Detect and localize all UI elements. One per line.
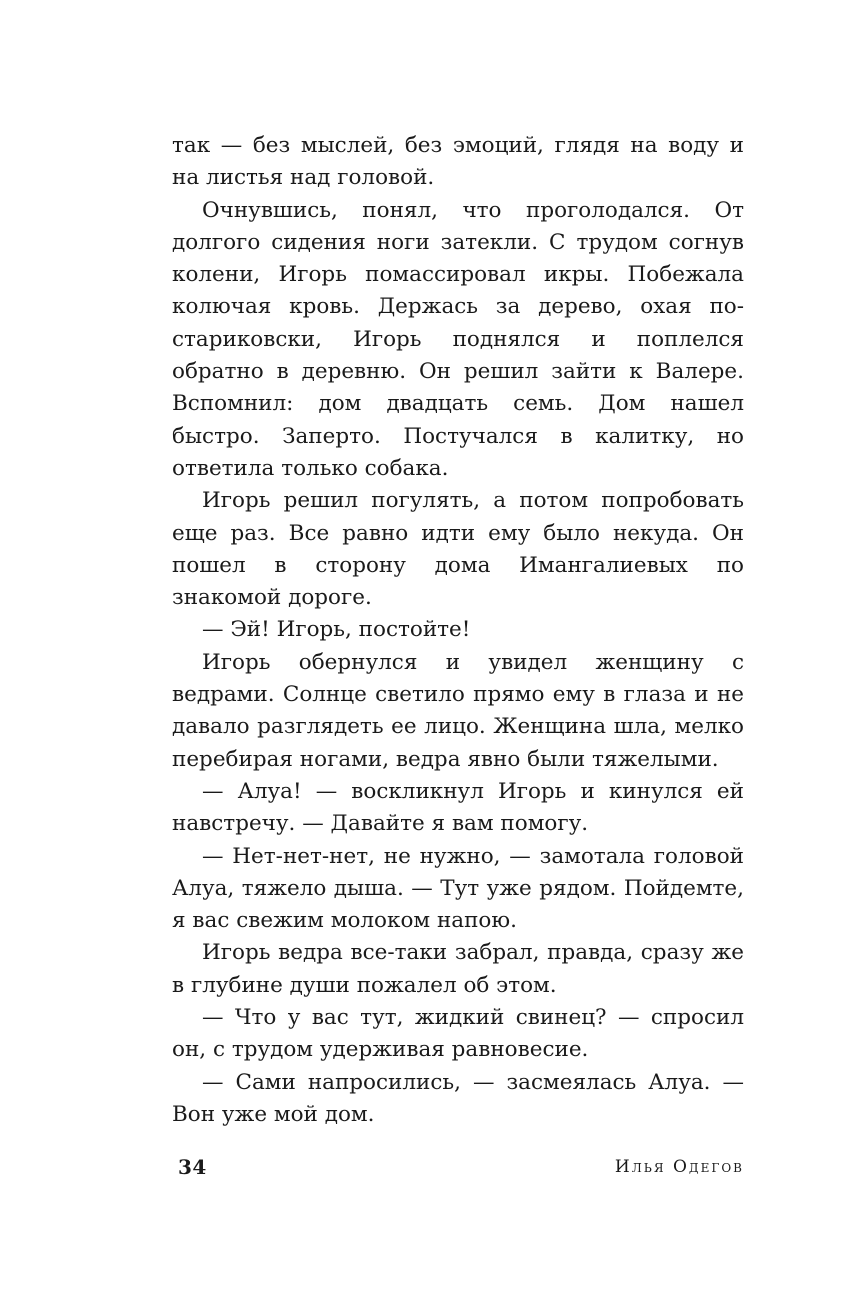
dialogue-line: — Сами напросились, — засмеялась Алуа. — Вон уже мой дом.: [172, 1069, 744, 1127]
paragraph: так — без мыслей, без эмоций, глядя на воду и на листья над головой.: [172, 133, 744, 191]
paragraph: Игорь обернулся и увидел женщину с ведрами. Солнце светило прямо ему в глаза и не давало разглядеть ее лицо. Женщина шла, мелко перебирая ногами, ведра явно были тяжелыми.: [172, 649, 744, 772]
page-number: 34: [178, 1155, 207, 1179]
running-head-author: Илья Одегов: [614, 1157, 744, 1177]
body-text: [172, 130, 744, 1131]
paragraph: Игорь ведра все-таки забрал, правда, сразу же в глубине души пожалел об этом.: [172, 940, 744, 998]
paragraph: Игорь решил погулять, а потом попробовать еще раз. Все равно идти ему было некуда. Он пошел в сторону дома Имангалиевых по знакомой дороге.: [172, 488, 744, 611]
paragraph: Очнувшись, понял, что проголодался. От долгого сидения ноги затекли. С трудом согнув колени, Игорь помассировал икры. Побежала колючая кровь. Держась за дерево, охая по-стариковски, Игорь поднялся и поплелся обратно в деревню. Он решил зайти к Валере. Вспомнил: дом двадцать семь. Дом нашел быстро. Заперто. Постучался в калитку, но ответила только собака.: [172, 197, 744, 481]
dialogue-line: — Алуа! — воскликнул Игорь и кинулся ей навстречу. — Давайте я вам помогу.: [172, 778, 744, 837]
dialogue-line: — Эй! Игорь, постойте!: [202, 617, 471, 643]
dialogue-line: — Что у вас тут, жидкий свинец? — спросил он, с трудом удерживая равновесие.: [172, 1005, 744, 1063]
dialogue-line: — Нет-нет-нет, не нужно, — замотала головой Алуа, тяжело дыша. — Тут уже рядом. Пойдемте, я вас свежим молоком напою.: [172, 843, 744, 934]
page-footer: [172, 1155, 744, 1185]
